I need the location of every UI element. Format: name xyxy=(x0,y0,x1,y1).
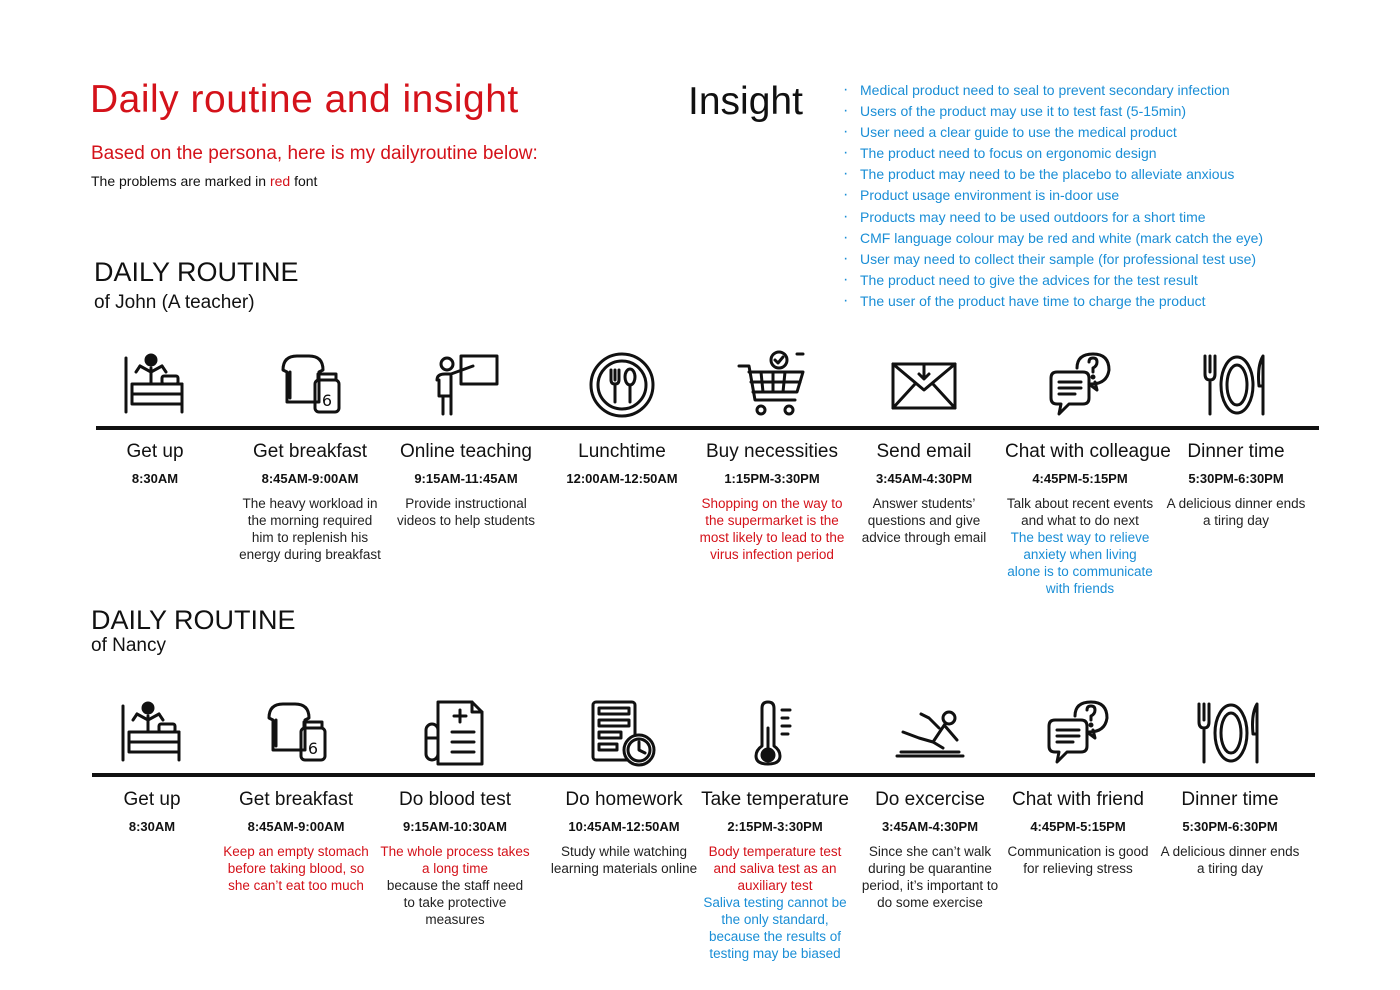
routine-step xyxy=(1005,441,1171,597)
nancy-section-title: DAILY ROUTINE xyxy=(91,605,296,635)
step-time: 12:00AM-12:50AM xyxy=(566,471,678,486)
step-time: 9:15AM-10:30AM xyxy=(402,819,508,834)
insight-item: · User need a clear guide to use the medical product xyxy=(843,122,1263,143)
routine-step xyxy=(380,789,530,928)
shopping-cart-icon xyxy=(737,350,807,420)
chat-icon xyxy=(1045,350,1115,420)
step-time: 10:45AM-12:50AM xyxy=(568,819,680,834)
insight-item: · User may need to collect their sample (for professional test use) xyxy=(843,249,1263,270)
step-time: 3:45AM-4:30PM xyxy=(881,819,979,834)
step-description: Answer students’ questions and give advice through email xyxy=(861,496,987,545)
step-time: 2:15PM-3:30PM xyxy=(727,819,823,834)
step-activity: Do homework xyxy=(565,789,683,810)
nancy-section-subtitle: of Nancy xyxy=(91,635,166,656)
step-time: 8:45AM-9:00AM xyxy=(247,819,345,834)
step-time: 3:45AM-4:30PM xyxy=(875,471,973,486)
routine-step xyxy=(549,789,699,877)
svg-text:6: 6 xyxy=(321,391,333,410)
insight-item: · Medical product need to seal to prevent secondary infection xyxy=(843,80,1263,101)
step-activity: Take temperature xyxy=(701,789,849,810)
routine-step xyxy=(547,441,697,486)
step-time: 8:30AM xyxy=(131,471,179,486)
svg-text:6: 6 xyxy=(307,739,319,758)
breakfast-icon xyxy=(275,350,345,420)
email-icon xyxy=(889,350,959,420)
breakfast-icon xyxy=(261,698,331,768)
step-insight-text: The best way to relieve anxiety when living alone is to communicate with friends xyxy=(1007,530,1153,596)
step-activity: Get up xyxy=(123,789,181,810)
step-activity: Get breakfast xyxy=(238,789,354,810)
step-activity: Chat with colleague xyxy=(1005,441,1171,462)
exercise-icon xyxy=(895,698,965,768)
routine-step xyxy=(849,441,999,546)
dinner-icon xyxy=(1201,350,1271,420)
step-description: Since she can’t walk during be quarantine period, it’s important to do some exercise xyxy=(861,844,999,910)
insight-item: · Products may need to be used outdoors for a short time xyxy=(843,207,1263,228)
routine-step xyxy=(80,441,230,486)
step-activity: Lunchtime xyxy=(578,441,666,462)
routine-step xyxy=(855,789,1005,911)
step-description: A delicious dinner ends a tiring day xyxy=(1166,496,1306,528)
insight-item: · The product need to give the advices for the test result xyxy=(843,270,1263,291)
nancy-timeline xyxy=(92,773,1315,777)
step-activity: Do blood test xyxy=(399,789,511,810)
routine-step xyxy=(700,789,850,962)
page-subtitle: Based on the persona, here is my dailyroutine below: xyxy=(91,143,538,164)
step-time: 5:30PM-6:30PM xyxy=(1188,471,1284,486)
page-title: Daily routine and insight xyxy=(90,78,519,121)
john-timeline xyxy=(96,426,1319,430)
routine-step xyxy=(77,789,227,834)
step-activity: Do excercise xyxy=(875,789,985,810)
step-description: Communication is good for relieving stress xyxy=(1007,844,1149,876)
step-problem-text: Body temperature test and saliva test as an auxiliary test xyxy=(708,844,842,893)
insight-list xyxy=(843,80,1263,312)
insight-item: · The product need to focus on ergonomic design xyxy=(843,143,1263,164)
homework-icon xyxy=(589,698,659,768)
thermometer-icon xyxy=(740,698,810,768)
step-activity: Dinner time xyxy=(1181,789,1279,810)
step-insight-text: Saliva testing cannot be the only standard, because the results of testing may be biased xyxy=(703,895,847,961)
bed-icon xyxy=(117,698,187,768)
step-time: 1:15PM-3:30PM xyxy=(724,471,820,486)
step-time: 8:30AM xyxy=(128,819,176,834)
step-description: Talk about recent events and what to do next xyxy=(1006,496,1154,528)
john-section-title: DAILY ROUTINE xyxy=(94,257,299,287)
step-description: Study while watching learning materials online xyxy=(550,844,698,876)
step-activity: Dinner time xyxy=(1187,441,1285,462)
step-time: 9:15AM-11:45AM xyxy=(414,471,518,486)
step-time: 8:45AM-9:00AM xyxy=(261,471,359,486)
insight-item: · The product may need to be the placebo to alleviate anxious xyxy=(843,164,1263,185)
john-section-subtitle: of John (A teacher) xyxy=(94,292,255,313)
teaching-icon xyxy=(431,350,501,420)
step-description: A delicious dinner ends a tiring day xyxy=(1160,844,1300,876)
routine-step xyxy=(391,441,541,529)
step-activity: Get breakfast xyxy=(252,441,368,462)
step-problem-text: Shopping on the way to the supermarket is the most likely to lead to the virus infection period xyxy=(699,496,845,562)
routine-step xyxy=(697,441,847,563)
insight-item: · Product usage environment is in-door use xyxy=(843,185,1263,206)
legend-note-red: red xyxy=(269,173,291,189)
dinner-icon xyxy=(1195,698,1265,768)
chat-icon xyxy=(1043,698,1113,768)
routine-step xyxy=(1003,789,1153,877)
lunch-plate-icon xyxy=(587,350,657,420)
step-activity: Chat with friend xyxy=(1011,789,1144,810)
step-problem-text: Keep an empty stomach before taking blood, so she can’t eat too much xyxy=(223,844,369,893)
step-time: 5:30PM-6:30PM xyxy=(1182,819,1278,834)
bed-icon xyxy=(120,350,190,420)
routine-step xyxy=(235,441,385,563)
legend-note xyxy=(91,173,317,189)
step-activity: Buy necessities xyxy=(705,441,838,462)
step-description: Provide instructional videos to help students xyxy=(396,496,536,528)
step-description: The heavy workload in the morning required him to replenish his energy during breakfast xyxy=(239,496,381,562)
step-time: 4:45PM-5:15PM xyxy=(1030,819,1126,834)
routine-step xyxy=(221,789,371,894)
insight-title: Insight xyxy=(688,80,803,123)
legend-note-suffix: font xyxy=(290,173,318,189)
step-time: 4:45PM-5:15PM xyxy=(1032,471,1128,486)
step-activity: Get up xyxy=(126,441,184,462)
step-activity: Online teaching xyxy=(399,441,533,462)
insight-item: · CMF language colour may be red and white (mark catch the eye) xyxy=(843,228,1263,249)
step-activity: Send email xyxy=(876,441,972,462)
step-problem-text: The whole process takes a long time xyxy=(380,844,530,876)
routine-step xyxy=(1155,789,1305,877)
insight-item: · The user of the product have time to charge the product xyxy=(843,291,1263,312)
legend-note-prefix: The problems are marked in xyxy=(91,173,270,189)
blood-test-icon xyxy=(420,698,490,768)
step-description: because the staff need to take protective measures xyxy=(386,878,524,927)
insight-item: · Users of the product may use it to test fast (5-15min) xyxy=(843,101,1263,122)
routine-step xyxy=(1161,441,1311,529)
